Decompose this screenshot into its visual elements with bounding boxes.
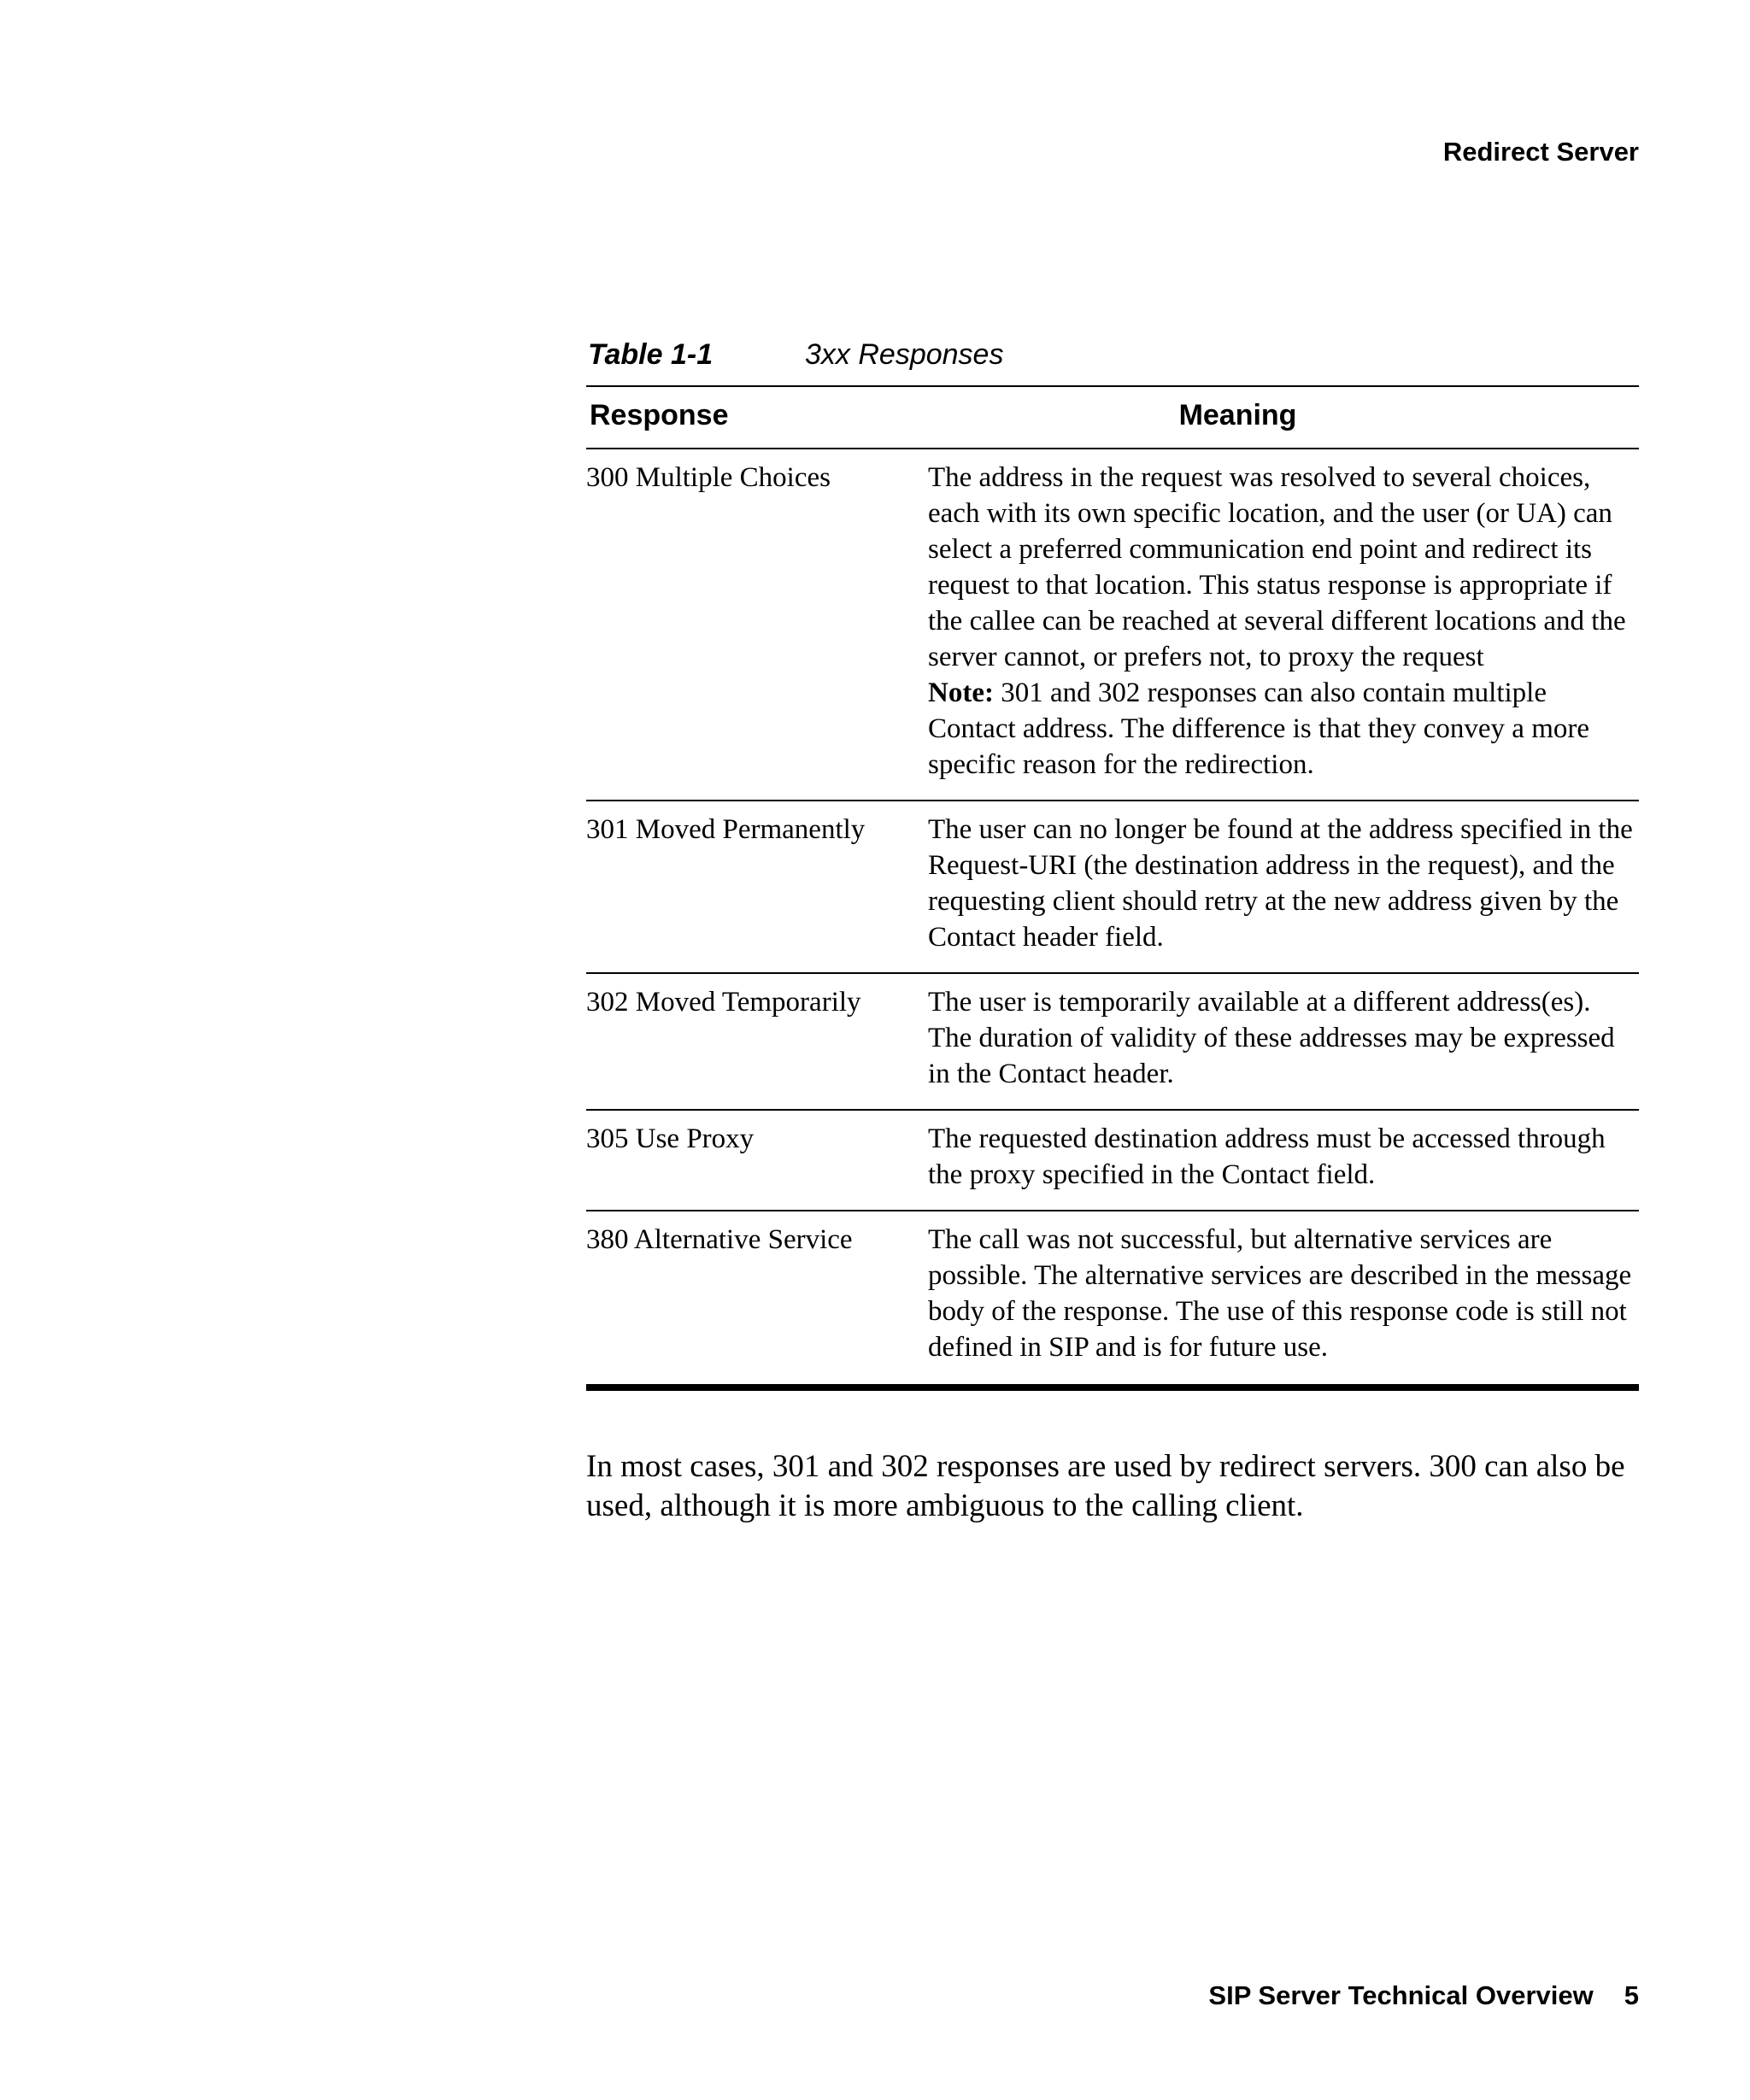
table-row (586, 801, 1639, 973)
note-label: Note: (928, 678, 994, 708)
column-header-response: Response (586, 386, 834, 449)
page-content (586, 335, 1639, 1526)
meaning-cell: The call was not successful, but alternative services are possible. The alternative services are described in the message body of the response. The use of this response code is still not defined in SIP and is for future use. (928, 1211, 1639, 1387)
table-row (586, 973, 1639, 1110)
meaning-cell: The requested destination address must be accessed through the proxy specified in the Contact field. (928, 1110, 1639, 1211)
meaning-cell (928, 449, 1639, 801)
table-title: 3xx Responses (805, 338, 1004, 371)
meaning-text: The address in the request was resolved to several choices, each with its own specific location, and the user (or UA) can select a preferred communication end point and redirect its request to that location. This status response is appropriate if the callee can be reached at several different locations and the server cannot, or prefers not, to proxy the request (928, 462, 1626, 672)
footer-doc-title: SIP Server Technical Overview (1208, 1980, 1594, 2010)
response-code-cell: 380 Alternative Service (586, 1211, 928, 1387)
page-footer (1208, 1980, 1639, 2011)
table-caption (586, 335, 1639, 381)
responses-table (586, 385, 1639, 449)
meaning-cell: The user is temporarily available at a different address(es). The duration of validity of these addresses may be expressed in the Contact header. (928, 973, 1639, 1110)
column-header-meaning: Meaning (834, 386, 1639, 449)
response-code-cell: 305 Use Proxy (586, 1110, 928, 1211)
page-number: 5 (1624, 1980, 1639, 2010)
note-text: 301 and 302 responses can also contain multiple Contact address. The difference is that they convey a more specific reason for the redirection. (928, 678, 1590, 780)
meaning-cell: The user can no longer be found at the address specified in the Request-URI (the destination address in the request), and the requesting client should retry at the new address given by the Contact header field. (928, 801, 1639, 973)
response-code-cell: 301 Moved Permanently (586, 801, 928, 973)
response-code-cell: 302 Moved Temporarily (586, 973, 928, 1110)
responses-table-body (586, 449, 1639, 1391)
table-row (586, 1110, 1639, 1211)
body-paragraph: In most cases, 301 and 302 responses are used by redirect servers. 300 can also be used, although it is more ambiguous to the calling client. (586, 1449, 1625, 1523)
table-row (586, 449, 1639, 801)
table-label: Table 1-1 (588, 338, 714, 371)
table-header-row (586, 386, 1639, 449)
table-row (586, 1211, 1639, 1387)
response-code-cell: 300 Multiple Choices (586, 449, 928, 801)
running-header: Redirect Server (1442, 137, 1639, 167)
